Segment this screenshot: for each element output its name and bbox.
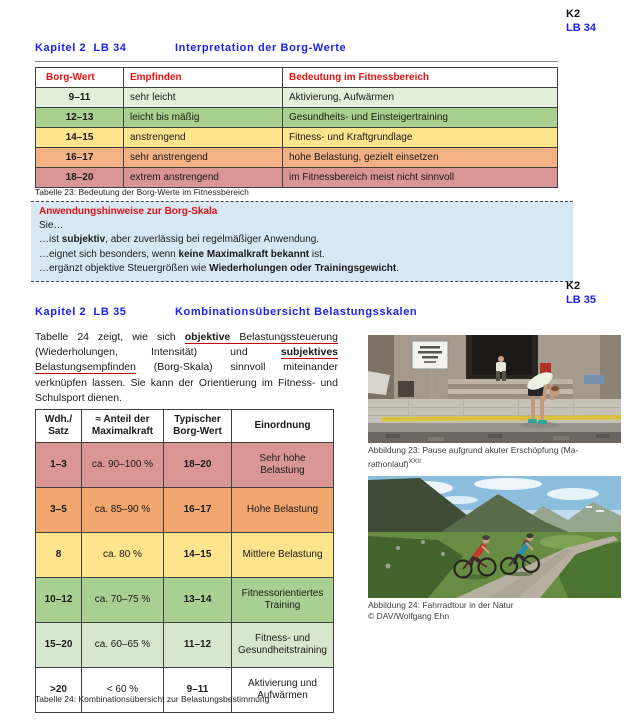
cell-einordnung: Fitness- und Gesundheitstraining xyxy=(232,623,334,668)
table-row xyxy=(36,108,558,128)
cell-wdh: 10–12 xyxy=(36,578,82,623)
col-header-empfinden: Empfinden xyxy=(124,68,283,88)
chapter-tag: K2 xyxy=(566,8,581,20)
table-row xyxy=(36,88,558,108)
borg-hints-infobox xyxy=(31,201,573,282)
cell-borg: 14–15 xyxy=(36,128,124,148)
cell-wdh: 1–3 xyxy=(36,443,82,488)
table-row xyxy=(36,168,558,188)
infobox-item: …ergänzt objektive Steuergrößen wie Wiederholungen oder Trainingsgewicht. xyxy=(39,262,400,274)
cell-empfinden: sehr leicht xyxy=(124,88,283,108)
footnote-marker: XXII xyxy=(408,458,421,465)
cell-borg: 16–17 xyxy=(164,488,232,533)
section1-chapter-label: Kapitel 2 LB 34 xyxy=(35,42,127,54)
cell-anteil: < 60 % xyxy=(82,668,164,713)
table23-caption: Tabelle 23: Bedeutung der Borg-Werte im Fitnessbereich xyxy=(35,187,249,197)
cell-empfinden: leicht bis mäßig xyxy=(124,108,283,128)
cell-bedeutung: Gesundheits- und Einsteigertraining xyxy=(283,108,558,128)
cell-borg: 16–17 xyxy=(36,148,124,168)
cell-borg: 14–15 xyxy=(164,533,232,578)
cell-borg: 13–14 xyxy=(164,578,232,623)
cell-anteil: ca. 60–65 % xyxy=(82,623,164,668)
cell-borg: 12–13 xyxy=(36,108,124,128)
figure23-caption: Abbildung 23: Pause aufgrund akuter Erschöpfung (Ma- rathonlauf)$^{XXII}$ xyxy=(368,445,579,469)
table24-caption: Tabelle 24: Kombinationsübersicht zur Belastungsbestimmung xyxy=(35,694,270,704)
marathon-photo xyxy=(368,335,621,443)
lesson-tag: LB 35 xyxy=(566,293,596,306)
cell-wdh: 15–20 xyxy=(36,623,82,668)
col-header-einordnung: Einordnung xyxy=(232,410,334,443)
cell-anteil: ca. 70–75 % xyxy=(82,578,164,623)
table-row xyxy=(36,578,334,623)
table-row xyxy=(36,623,334,668)
table-header-row xyxy=(36,410,334,443)
table-row xyxy=(36,488,334,533)
cell-bedeutung: Aktivierung, Aufwärmen xyxy=(283,88,558,108)
cell-wdh: >20 xyxy=(36,668,82,713)
page-margin-tag-lb34 xyxy=(566,8,596,35)
table-header-row xyxy=(36,68,558,88)
figure24-caption: Abbildung 24: Fahrradtour in der Natur © DAV/Wolfgang Ehn xyxy=(368,600,514,621)
cell-einordnung: Hohe Belastung xyxy=(232,488,334,533)
cell-wdh: 3–5 xyxy=(36,488,82,533)
section2-paragraph: Tabelle 24 zeigt, wie sich objektive Belastungssteuerung (Wiederholungen, Intensität) und subjektives Belastungsempfinden (Borg-Skala) sinnvoll miteinander verknüpfen lassen. Sie kann der Orientierung im Fitness- und Schulsport dienen. xyxy=(35,331,338,404)
col-header-bedeutung: Bedeutung im Fitnessbereich xyxy=(283,68,558,88)
cell-wdh: 8 xyxy=(36,533,82,578)
page-margin-tag-lb35 xyxy=(566,280,596,307)
cell-borg: 18–20 xyxy=(164,443,232,488)
section2-title: Kombinationsübersicht Belastungsskalen xyxy=(175,306,418,318)
section2-chapter-label: Kapitel 2 LB 35 xyxy=(35,306,127,318)
heading-divider xyxy=(35,61,558,62)
cell-bedeutung: im Fitnessbereich meist nicht sinnvoll xyxy=(283,168,558,188)
cell-einordnung: Aktivierung und Aufwärmen xyxy=(232,668,334,713)
cell-einordnung: Fitnessorientiertes Training xyxy=(232,578,334,623)
lesson-tag: LB 34 xyxy=(566,21,596,34)
figure-23 xyxy=(368,335,621,470)
cell-empfinden: anstrengend xyxy=(124,128,283,148)
table-row xyxy=(36,533,334,578)
table-row xyxy=(36,148,558,168)
cell-bedeutung: Fitness- und Kraftgrundlage xyxy=(283,128,558,148)
col-header-wdh: Wdh./ Satz xyxy=(36,410,82,443)
cell-empfinden: extrem anstrengend xyxy=(124,168,283,188)
col-header-borg-wert: Borg-Wert xyxy=(36,68,124,88)
col-header-borg: Typischer Borg-Wert xyxy=(164,410,232,443)
section1-title: Interpretation der Borg-Werte xyxy=(175,42,347,54)
figure-24 xyxy=(368,476,621,622)
kombination-table xyxy=(35,409,334,713)
cell-anteil: ca. 80 % xyxy=(82,533,164,578)
cell-empfinden: sehr anstrengend xyxy=(124,148,283,168)
table-row xyxy=(36,443,334,488)
bike-tour-photo xyxy=(368,476,621,598)
cell-anteil: ca. 90–100 % xyxy=(82,443,164,488)
cell-bedeutung: hohe Belastung, gezielt einsetzen xyxy=(283,148,558,168)
table-row xyxy=(36,128,558,148)
borg-table xyxy=(35,67,558,188)
infobox-item: …ist subjektiv, aber zuverlässig bei regelmäßiger Anwendung. xyxy=(39,234,320,246)
cell-anteil: ca. 85–90 % xyxy=(82,488,164,533)
cell-einordnung: Sehr hohe Belastung xyxy=(232,443,334,488)
table-row xyxy=(36,668,334,713)
infobox-title: Anwendungshinweise zur Borg-Skala xyxy=(39,206,218,217)
infobox-item: …eignet sich besonders, wenn keine Maximalkraft bekannt ist. xyxy=(39,248,325,260)
cell-borg: 9–11 xyxy=(36,88,124,108)
infobox-intro: Sie… xyxy=(39,220,64,232)
cell-borg: 18–20 xyxy=(36,168,124,188)
chapter-tag: K2 xyxy=(566,280,581,292)
section1-heading xyxy=(35,42,346,54)
cell-borg: 11–12 xyxy=(164,623,232,668)
cell-borg: 9–11 xyxy=(164,668,232,713)
col-header-anteil: ≈ Anteil der Maximalkraft xyxy=(82,410,164,443)
section2-heading xyxy=(35,306,417,318)
cell-einordnung: Mittlere Belastung xyxy=(232,533,334,578)
